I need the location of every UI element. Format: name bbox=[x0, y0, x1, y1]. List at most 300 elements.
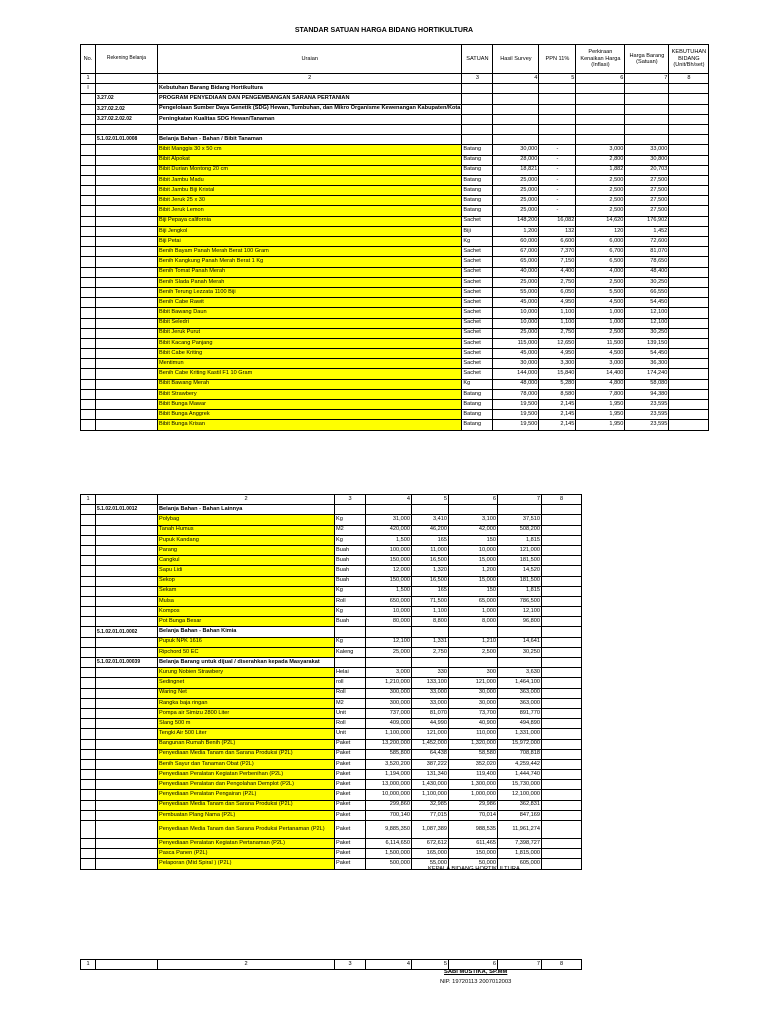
ppn-amount: - bbox=[539, 165, 576, 175]
ppn-amount: 1,100,000 bbox=[412, 790, 449, 800]
unit: Paket bbox=[335, 849, 366, 859]
survey-price: 18,821 bbox=[493, 165, 539, 175]
table-row bbox=[81, 175, 709, 185]
account-code bbox=[96, 155, 158, 165]
ppn-amount: 71,500 bbox=[412, 596, 449, 606]
item-description: Bibit Jambu Madu bbox=[158, 175, 462, 185]
unit-price bbox=[498, 658, 542, 668]
requirement bbox=[542, 515, 582, 525]
inflation-estimate: 6,700 bbox=[576, 247, 625, 257]
unit bbox=[462, 84, 493, 94]
unit: Paket bbox=[335, 739, 366, 749]
item-description: Ripchord 50 EC bbox=[158, 647, 335, 657]
requirement bbox=[669, 257, 709, 267]
item-description: Tengki Air 500 Liter bbox=[158, 729, 335, 739]
colnum: 5 bbox=[539, 74, 576, 84]
unit: Sachet bbox=[462, 359, 493, 369]
table-row bbox=[81, 379, 709, 389]
survey-price: 45,000 bbox=[493, 349, 539, 359]
requirement bbox=[542, 719, 582, 729]
requirement bbox=[542, 668, 582, 678]
unit: M2 bbox=[335, 525, 366, 535]
table-row bbox=[81, 186, 709, 196]
unit: Batang bbox=[462, 165, 493, 175]
account-code bbox=[96, 859, 158, 869]
survey-price: 31,000 bbox=[366, 515, 412, 525]
table-row bbox=[81, 749, 582, 759]
unit-price: 30,800 bbox=[625, 155, 669, 165]
table-row bbox=[81, 349, 709, 359]
item-description: Waring Net bbox=[158, 688, 335, 698]
colnum: 6 bbox=[576, 74, 625, 84]
item-description: Belanja Barang untuk dijual / diserahkan kepada Masyarakat bbox=[158, 658, 335, 668]
ppn-amount: 4,950 bbox=[539, 349, 576, 359]
requirement bbox=[542, 729, 582, 739]
row-number bbox=[81, 637, 96, 647]
header-harga: Harga Barang (Satuan) bbox=[625, 45, 669, 74]
requirement bbox=[542, 749, 582, 759]
account-code bbox=[96, 247, 158, 257]
colnum: 5 bbox=[412, 960, 449, 970]
item-description: Penyediaan Peralatan Kegiatan Pertanaman (P2L) bbox=[158, 839, 335, 849]
table-row bbox=[81, 206, 709, 216]
unit-price: 58,080 bbox=[625, 379, 669, 389]
inflation-estimate: 1,000 bbox=[449, 607, 498, 617]
account-code bbox=[96, 617, 158, 627]
unit: Paket bbox=[335, 759, 366, 769]
table-row bbox=[81, 400, 709, 410]
ppn-amount: 64,438 bbox=[412, 749, 449, 759]
unit-price: 14,641 bbox=[498, 637, 542, 647]
row-number bbox=[81, 810, 96, 820]
account-code bbox=[96, 84, 158, 94]
unit-price bbox=[625, 84, 669, 94]
inflation-estimate: 3,000 bbox=[576, 145, 625, 155]
unit-price: 363,000 bbox=[498, 688, 542, 698]
inflation-estimate: 2,500 bbox=[576, 277, 625, 287]
account-code bbox=[96, 556, 158, 566]
item-description: Pupuk NPK 1616 bbox=[158, 637, 335, 647]
ppn-amount: 1,100 bbox=[539, 308, 576, 318]
colnum: 6 bbox=[449, 495, 498, 505]
row-number bbox=[81, 359, 96, 369]
row-number bbox=[81, 165, 96, 175]
table-row bbox=[81, 277, 709, 287]
account-code bbox=[96, 338, 158, 348]
account-code bbox=[96, 369, 158, 379]
colnum: 4 bbox=[493, 74, 539, 84]
survey-price: 25,000 bbox=[493, 206, 539, 216]
row-number bbox=[81, 237, 96, 247]
header-no: No. bbox=[81, 45, 96, 74]
ppn-amount: 330 bbox=[412, 668, 449, 678]
inflation-estimate: 30,000 bbox=[449, 698, 498, 708]
item-description: Belanja Bahan - Bahan Lainnya bbox=[158, 505, 335, 515]
colnum: 7 bbox=[625, 74, 669, 84]
item-description: Peningkatan Kualitas SDG Hewan/Tanaman bbox=[158, 114, 462, 124]
ppn-amount: 77,015 bbox=[412, 810, 449, 820]
unit: Batang bbox=[462, 206, 493, 216]
unit: Kg bbox=[462, 237, 493, 247]
unit: Sachet bbox=[462, 308, 493, 318]
colnum bbox=[96, 960, 158, 970]
requirement bbox=[542, 759, 582, 769]
item-description: Benih Cabe Kriting Kastil F1 10 Gram bbox=[158, 369, 462, 379]
survey-price bbox=[366, 658, 412, 668]
row-number bbox=[81, 247, 96, 257]
row-number bbox=[81, 318, 96, 328]
survey-price: 10,000 bbox=[493, 318, 539, 328]
colnum bbox=[96, 74, 158, 84]
colnum: 1 bbox=[81, 960, 96, 970]
inflation-estimate: 988,535 bbox=[449, 821, 498, 839]
unit-price: 27,500 bbox=[625, 175, 669, 185]
item-description: Benih Tomat Panah Merah bbox=[158, 267, 462, 277]
table-row bbox=[81, 849, 582, 859]
row-number bbox=[81, 420, 96, 430]
ppn-amount: 7,370 bbox=[539, 247, 576, 257]
ppn-amount bbox=[412, 627, 449, 637]
row-number bbox=[81, 586, 96, 596]
ppn-amount bbox=[412, 505, 449, 515]
row-number bbox=[81, 135, 96, 145]
table-row bbox=[81, 505, 582, 515]
unit-price: 494,890 bbox=[498, 719, 542, 729]
requirement bbox=[542, 780, 582, 790]
table-row bbox=[81, 576, 582, 586]
table-row bbox=[81, 556, 582, 566]
requirement bbox=[669, 155, 709, 165]
row-number bbox=[81, 627, 96, 637]
requirement bbox=[669, 135, 709, 145]
colnum: 5 bbox=[412, 495, 449, 505]
account-code bbox=[96, 196, 158, 206]
ppn-amount: 2,145 bbox=[539, 400, 576, 410]
item-description: Benih Bayam Panah Merah Berat 100 Gram bbox=[158, 247, 462, 257]
row-number bbox=[81, 308, 96, 318]
requirement bbox=[669, 359, 709, 369]
row-number bbox=[81, 94, 96, 104]
requirement bbox=[669, 186, 709, 196]
account-code bbox=[96, 678, 158, 688]
survey-price bbox=[493, 84, 539, 94]
item-description: Parang bbox=[158, 545, 335, 555]
account-code bbox=[96, 206, 158, 216]
ppn-amount: 121,000 bbox=[412, 729, 449, 739]
inflation-estimate: 4,800 bbox=[576, 379, 625, 389]
account-code bbox=[96, 535, 158, 545]
table-row bbox=[81, 688, 582, 698]
unit: Paket bbox=[335, 821, 366, 839]
account-code bbox=[96, 165, 158, 175]
unit: Batang bbox=[462, 155, 493, 165]
account-code bbox=[96, 821, 158, 839]
requirement bbox=[669, 277, 709, 287]
requirement bbox=[669, 175, 709, 185]
table-row bbox=[81, 237, 709, 247]
signature-title: KEPALA BIDANG HORTIKULTURA bbox=[428, 866, 520, 872]
account-code bbox=[96, 688, 158, 698]
item-description: Biji Pepaya california bbox=[158, 216, 462, 226]
table-row bbox=[81, 420, 709, 430]
unit-price: 786,500 bbox=[498, 596, 542, 606]
requirement bbox=[669, 287, 709, 297]
inflation-estimate: 15,000 bbox=[449, 556, 498, 566]
signature-name: SABI MUSTIKA, SP.MM bbox=[444, 969, 508, 975]
account-code bbox=[96, 668, 158, 678]
ppn-amount: 7,150 bbox=[539, 257, 576, 267]
table-row bbox=[81, 84, 709, 94]
unit: Kg bbox=[335, 515, 366, 525]
unit-price: 33,000 bbox=[625, 145, 669, 155]
table-row bbox=[81, 790, 582, 800]
inflation-estimate: 4,500 bbox=[576, 298, 625, 308]
item-description: Pembuatan Plang Nama (P2L) bbox=[158, 810, 335, 820]
ppn-amount: 132 bbox=[539, 226, 576, 236]
survey-price: 150,000 bbox=[366, 556, 412, 566]
ppn-amount: 1,100 bbox=[412, 607, 449, 617]
table-row bbox=[81, 800, 582, 810]
unit-price: 1,815,000 bbox=[498, 849, 542, 859]
unit-price: 181,500 bbox=[498, 556, 542, 566]
requirement bbox=[542, 617, 582, 627]
requirement bbox=[542, 576, 582, 586]
survey-price: 1,210,000 bbox=[366, 678, 412, 688]
inflation-estimate: 300 bbox=[449, 668, 498, 678]
requirement bbox=[542, 525, 582, 535]
price-table-2 bbox=[80, 494, 582, 870]
requirement bbox=[669, 328, 709, 338]
ppn-amount: - bbox=[539, 155, 576, 165]
survey-price: 67,000 bbox=[493, 247, 539, 257]
row-number bbox=[81, 226, 96, 236]
table-row bbox=[81, 410, 709, 420]
item-description: Bibit Cabe Kriting bbox=[158, 349, 462, 359]
table-row bbox=[81, 719, 582, 729]
unit-price: 891,770 bbox=[498, 708, 542, 718]
colnum: 4 bbox=[366, 495, 412, 505]
survey-price: 19,500 bbox=[493, 400, 539, 410]
item-description: Bibit Alpokat bbox=[158, 155, 462, 165]
requirement bbox=[542, 627, 582, 637]
account-code: 5.1.02.01.01.0008 bbox=[96, 135, 158, 145]
ppn-amount: 16,500 bbox=[412, 556, 449, 566]
unit bbox=[462, 114, 493, 124]
header-rekening: Rekening Belanja bbox=[96, 45, 158, 74]
unit: Batang bbox=[462, 420, 493, 430]
requirement bbox=[542, 505, 582, 515]
table-row bbox=[81, 627, 582, 637]
ppn-amount: 46,200 bbox=[412, 525, 449, 535]
unit-price: 1,815 bbox=[498, 586, 542, 596]
inflation-estimate: 6,000 bbox=[576, 237, 625, 247]
unit-price: 605,000 bbox=[498, 859, 542, 869]
ppn-amount: 81,070 bbox=[412, 708, 449, 718]
table-row bbox=[81, 155, 709, 165]
ppn-amount: - bbox=[539, 196, 576, 206]
item-description: Cangkul bbox=[158, 556, 335, 566]
unit: Batang bbox=[462, 410, 493, 420]
requirement bbox=[669, 349, 709, 359]
ppn-amount: 2,750 bbox=[412, 647, 449, 657]
row-number bbox=[81, 389, 96, 399]
colnum: 2 bbox=[158, 960, 335, 970]
row-number bbox=[81, 379, 96, 389]
unit: M2 bbox=[335, 698, 366, 708]
account-code bbox=[96, 759, 158, 769]
requirement bbox=[669, 308, 709, 318]
table-row bbox=[81, 759, 582, 769]
ppn-amount: 133,100 bbox=[412, 678, 449, 688]
table-row bbox=[81, 165, 709, 175]
unit: Sachet bbox=[462, 338, 493, 348]
survey-price: 25,000 bbox=[493, 186, 539, 196]
row-number bbox=[81, 196, 96, 206]
ppn-amount bbox=[539, 135, 576, 145]
survey-price: 10,000 bbox=[366, 607, 412, 617]
unit-price: 20,703 bbox=[625, 165, 669, 175]
colnum: 8 bbox=[542, 495, 582, 505]
row-number bbox=[81, 410, 96, 420]
inflation-estimate: 14,620 bbox=[576, 216, 625, 226]
survey-price: 45,000 bbox=[493, 298, 539, 308]
ppn-amount bbox=[539, 124, 576, 134]
item-description: Bibit Bunga Mawar bbox=[158, 400, 462, 410]
item-description: Pasca Panen (P2L) bbox=[158, 849, 335, 859]
item-description: PROGRAM PENYEDIAAN DAN PENGEMBANGAN SARANA PERTANIAN bbox=[158, 94, 462, 104]
item-description: Benih Cabe Rawit bbox=[158, 298, 462, 308]
unit: Roll bbox=[335, 688, 366, 698]
unit-price: 12,100 bbox=[498, 607, 542, 617]
ppn-amount: 2,145 bbox=[539, 410, 576, 420]
header-satuan: SATUAN bbox=[462, 45, 493, 74]
unit bbox=[335, 505, 366, 515]
table-row bbox=[81, 308, 709, 318]
row-number bbox=[81, 617, 96, 627]
ppn-amount: 33,000 bbox=[412, 688, 449, 698]
survey-price: 30,000 bbox=[493, 359, 539, 369]
header-perkiraan: Perkiraan Kenaikan Harga (Inflasi) bbox=[576, 45, 625, 74]
unit: Paket bbox=[335, 790, 366, 800]
account-code bbox=[96, 637, 158, 647]
row-number bbox=[81, 145, 96, 155]
unit-price: 54,450 bbox=[625, 298, 669, 308]
unit-price: 27,500 bbox=[625, 206, 669, 216]
inflation-estimate: 2,500 bbox=[576, 206, 625, 216]
account-code bbox=[96, 277, 158, 287]
ppn-amount: - bbox=[539, 145, 576, 155]
inflation-estimate bbox=[576, 104, 625, 114]
unit: Helai bbox=[335, 668, 366, 678]
account-code bbox=[96, 410, 158, 420]
inflation-estimate: 29,986 bbox=[449, 800, 498, 810]
survey-price: 19,500 bbox=[493, 420, 539, 430]
survey-price: 299,860 bbox=[366, 800, 412, 810]
unit: Unit bbox=[335, 708, 366, 718]
requirement bbox=[542, 637, 582, 647]
table-row bbox=[81, 216, 709, 226]
row-number bbox=[81, 104, 96, 114]
account-code bbox=[96, 328, 158, 338]
item-description: Penyediaan Peralatan Kegiatan Perbenihan (P2L) bbox=[158, 770, 335, 780]
unit-price: 181,500 bbox=[498, 576, 542, 586]
ppn-amount: 15,840 bbox=[539, 369, 576, 379]
account-code bbox=[96, 515, 158, 525]
table-row bbox=[81, 678, 582, 688]
ppn-amount bbox=[539, 114, 576, 124]
requirement bbox=[669, 226, 709, 236]
inflation-estimate: 1,320,000 bbox=[449, 739, 498, 749]
survey-price: 10,000,000 bbox=[366, 790, 412, 800]
account-code bbox=[96, 287, 158, 297]
survey-price: 10,000 bbox=[493, 308, 539, 318]
unit: Kg bbox=[335, 586, 366, 596]
survey-price: 12,100 bbox=[366, 637, 412, 647]
item-description: Sekam bbox=[158, 586, 335, 596]
table-row bbox=[81, 658, 582, 668]
table-row bbox=[81, 780, 582, 790]
ppn-amount: 165 bbox=[412, 586, 449, 596]
account-code bbox=[96, 739, 158, 749]
unit-price: 27,500 bbox=[625, 196, 669, 206]
survey-price: 12,000 bbox=[366, 566, 412, 576]
unit: Biji bbox=[462, 226, 493, 236]
unit-price: 708,818 bbox=[498, 749, 542, 759]
row-number bbox=[81, 800, 96, 810]
account-code bbox=[96, 237, 158, 247]
survey-price: 28,000 bbox=[493, 155, 539, 165]
survey-price: 65,000 bbox=[493, 257, 539, 267]
account-code bbox=[96, 576, 158, 586]
item-description: Benih Slada Panah Merah bbox=[158, 277, 462, 287]
inflation-estimate: 8,000 bbox=[449, 617, 498, 627]
item-description: Mentimun bbox=[158, 359, 462, 369]
unit: Kg bbox=[462, 379, 493, 389]
row-number bbox=[81, 298, 96, 308]
unit-price: 362,831 bbox=[498, 800, 542, 810]
unit: Batang bbox=[462, 175, 493, 185]
ppn-amount: 4,400 bbox=[539, 267, 576, 277]
survey-price: 1,200 bbox=[493, 226, 539, 236]
inflation-estimate: 2,500 bbox=[576, 328, 625, 338]
row-number bbox=[81, 678, 96, 688]
unit: Roll bbox=[335, 596, 366, 606]
account-code bbox=[96, 729, 158, 739]
row-number bbox=[81, 607, 96, 617]
table-row bbox=[81, 637, 582, 647]
ppn-amount: 1,087,389 bbox=[412, 821, 449, 839]
table-row bbox=[81, 287, 709, 297]
requirement bbox=[669, 145, 709, 155]
unit-price bbox=[625, 135, 669, 145]
item-description: Bibit Kacang Panjang bbox=[158, 338, 462, 348]
survey-price: 9,885,350 bbox=[366, 821, 412, 839]
survey-price: 25,000 bbox=[493, 277, 539, 287]
unit-price: 30,250 bbox=[625, 328, 669, 338]
inflation-estimate: 7,800 bbox=[576, 389, 625, 399]
row-number bbox=[81, 545, 96, 555]
survey-price: 25,000 bbox=[493, 328, 539, 338]
item-description: Benih Sayur dan Tanaman Obat (P2L) bbox=[158, 759, 335, 769]
survey-price: 1,500 bbox=[366, 586, 412, 596]
row-number bbox=[81, 515, 96, 525]
survey-price: 409,000 bbox=[366, 719, 412, 729]
account-code: 3.27.02.2.02 bbox=[96, 104, 158, 114]
table-row bbox=[81, 104, 709, 114]
unit-price: 78,650 bbox=[625, 257, 669, 267]
inflation-estimate: 150,000 bbox=[449, 849, 498, 859]
ppn-amount: 2,145 bbox=[539, 420, 576, 430]
